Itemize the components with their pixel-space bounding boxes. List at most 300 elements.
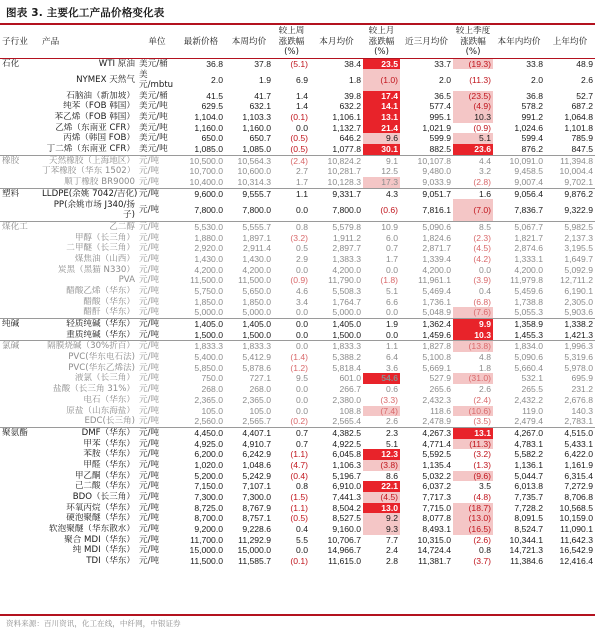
cell-week-change: (1.1)	[290, 449, 308, 460]
table-row	[0, 221, 595, 232]
cell-prev-year-avg: 9,876.2	[545, 188, 595, 199]
cell-week-change: 5.5	[296, 534, 308, 545]
cell-week-avg: 10,564.3	[225, 155, 273, 166]
cell-month-avg: 108.8	[339, 405, 361, 416]
cell-ytd-avg: 7,728.2	[514, 502, 543, 513]
cell-product: 煤焦油（山西）	[74, 253, 135, 264]
cell-prev-year-avg: 4,515.0	[545, 427, 595, 438]
cell-unit: 元/吨	[139, 502, 160, 513]
cell-subsector	[0, 133, 40, 144]
cell-prev-year-avg: 6,422.0	[564, 449, 593, 460]
cell-month-avg: 1,405.0	[310, 319, 363, 330]
cell-month-avg: 6,910.0	[332, 481, 361, 492]
cell-unit: 元/吨	[137, 427, 177, 438]
cell-month-change: (1.0)	[363, 69, 400, 90]
cell-product: 原盐（山东海盐）	[66, 405, 135, 416]
cell-month-avg: 4,922.5	[332, 438, 361, 449]
table-row	[0, 254, 595, 265]
cell-3month-avg: 527.9	[429, 373, 451, 384]
cell-week-avg: 1,833.3	[225, 341, 273, 352]
cell-week-avg: 41.7	[254, 90, 271, 101]
cell-product: DMF（华东）	[40, 427, 137, 438]
header-month-change: 较上月涨跌幅(%)	[363, 26, 400, 58]
cell-ytd-avg: 9,458.5	[514, 166, 543, 177]
cell-week-change: 1.1	[273, 188, 310, 199]
cell-month-avg: 2,380.0	[332, 394, 361, 405]
cell-latest-price: 10,400.0	[189, 177, 223, 188]
cell-subsector	[0, 69, 40, 90]
cell-prev-year-avg: 7,272.9	[564, 481, 593, 492]
cell-week-avg: 37.8	[254, 58, 271, 69]
cell-product: 顺丁橡胶 BR9000	[64, 177, 135, 188]
cell-latest-price: 2.0	[211, 74, 223, 85]
cell-month-change: 9.3	[363, 524, 400, 535]
table-body	[0, 58, 595, 567]
cell-prev-year-avg: 11,642.3	[560, 534, 593, 545]
cell-unit: 元/吨	[137, 341, 177, 352]
cell-month-avg: 266.7	[339, 384, 361, 395]
cell-quarter-change: (2.3)	[473, 232, 491, 243]
cell-week-change: (5.1)	[290, 58, 308, 69]
cell-week-change: 1.7	[296, 177, 308, 188]
cell-3month-avg: 10,107.8	[400, 155, 453, 166]
cell-3month-avg: 1,736.1	[422, 296, 451, 307]
cell-week-change: (0.5)	[290, 144, 308, 155]
cell-3month-avg: 7,715.0	[422, 502, 451, 513]
header-subsector: 子行业	[0, 26, 40, 58]
cell-prev-year-avg: 11,090.1	[560, 524, 593, 535]
cell-month-avg: 8,527.5	[332, 513, 361, 524]
cell-week-avg: 1,850.0	[242, 296, 271, 307]
cell-ytd-avg: 9,056.4	[493, 188, 545, 199]
cell-subsector	[0, 439, 40, 450]
cell-subsector	[0, 275, 40, 286]
cell-prev-year-avg: 2,305.0	[564, 296, 593, 307]
cell-month-avg: 1,383.3	[332, 253, 361, 264]
cell-subsector	[0, 524, 40, 535]
cell-prev-year-avg: 1,338.2	[545, 319, 595, 330]
cell-prev-year-avg: 2,783.1	[564, 416, 593, 427]
table-row	[0, 416, 595, 427]
cell-product: 聚合 MDI（华东）	[64, 534, 135, 545]
cell-prev-year-avg: 695.9	[571, 373, 593, 384]
cell-prev-year-avg: 140.3	[571, 405, 593, 416]
cell-unit: 美元/吨	[139, 101, 168, 112]
cell-month-change: 14.1	[363, 101, 400, 112]
header-week-change: 较上周涨跌幅(%)	[273, 26, 310, 58]
cell-latest-price: 1,430.0	[194, 253, 223, 264]
cell-month-change: 0.0	[386, 329, 398, 340]
cell-subsector	[0, 166, 40, 177]
cell-quarter-change: 2.6	[479, 384, 491, 395]
cell-month-avg: 2,565.4	[332, 416, 361, 427]
cell-product: EDC(长三角)	[84, 416, 135, 427]
cell-week-change: 0.8	[296, 481, 308, 492]
cell-subsector	[0, 556, 40, 567]
cell-unit: 元/吨	[139, 384, 160, 395]
cell-unit: 元/吨	[137, 155, 177, 166]
cell-quarter-change: (13.0)	[453, 513, 493, 524]
cell-month-avg: 1,077.8	[332, 144, 361, 155]
cell-ytd-avg: 4,200.0	[514, 264, 543, 275]
cell-ytd-avg: 1,738.8	[514, 296, 543, 307]
cell-product: PP(余姚市场 J340/扬子)	[53, 199, 135, 221]
cell-subsector	[0, 297, 40, 308]
cell-latest-price: 1,085.0	[194, 144, 223, 155]
cell-month-change: 9.2	[363, 513, 400, 524]
cell-product: TDI（华东）	[86, 556, 135, 567]
table-row	[0, 352, 595, 363]
cell-3month-avg: 8,493.1	[422, 524, 451, 535]
table-row	[0, 177, 595, 188]
table-row	[0, 341, 595, 352]
cell-month-change: 23.5	[363, 58, 400, 69]
cell-prev-year-avg: 1,101.8	[564, 122, 593, 133]
header-latest-price: 最新价格	[177, 26, 225, 58]
cell-product: 纯苯（FOB 韩国）	[63, 101, 135, 112]
cell-3month-avg: 7,717.3	[422, 492, 451, 503]
cell-quarter-change: 4.8	[479, 352, 491, 363]
cell-week-change: 0.0	[273, 341, 310, 352]
cell-3month-avg: 33.7	[434, 58, 451, 69]
cell-month-avg: 5,196.7	[332, 470, 361, 481]
cell-subsector	[0, 123, 40, 134]
cell-week-avg: 2,565.7	[242, 416, 271, 427]
cell-quarter-change: (3.5)	[473, 416, 491, 427]
cell-week-avg: 10,600.0	[237, 166, 271, 177]
cell-month-change: 12.3	[363, 449, 400, 460]
cell-product: 苯乙烯（FOB 韩国）	[54, 111, 135, 122]
cell-latest-price: 105.0	[201, 405, 223, 416]
cell-subsector	[0, 481, 40, 492]
cell-month-change: 4.3	[363, 188, 400, 199]
cell-latest-price: 4,925.0	[194, 438, 223, 449]
table-row	[0, 297, 595, 308]
cell-month-avg: 5,818.4	[332, 362, 361, 373]
cell-month-change: 2.4	[386, 545, 398, 556]
header-prev-year-avg: 上年均价	[545, 26, 595, 58]
cell-product: 乙烯（东南亚 CFR）	[55, 122, 135, 133]
cell-latest-price: 1,880.0	[194, 232, 223, 243]
cell-week-change: 0.8	[273, 221, 310, 232]
cell-month-avg: 1,106.1	[332, 111, 361, 122]
cell-unit: 元/吨	[139, 232, 160, 243]
cell-week-avg: 5,412.9	[242, 352, 271, 363]
cell-quarter-change: (1.3)	[473, 459, 491, 470]
cell-unit: 元/吨	[139, 556, 160, 567]
cell-product: 盐酸（长三角 31%）	[53, 384, 135, 395]
cell-subsector	[0, 330, 40, 341]
table-row	[0, 406, 595, 417]
cell-latest-price: 268.0	[201, 384, 223, 395]
table-row	[0, 556, 595, 567]
table-row	[0, 319, 595, 330]
cell-month-avg: 10,281.7	[327, 166, 361, 177]
table-row	[0, 91, 595, 102]
header-ytd-avg: 本年内均价	[493, 26, 545, 58]
cell-quarter-change: 3.2	[479, 166, 491, 177]
cell-3month-avg: 2,478.9	[422, 416, 451, 427]
cell-3month-avg: 2,432.3	[422, 394, 451, 405]
cell-week-avg: 632.1	[249, 101, 271, 112]
cell-quarter-change: 1.8	[479, 362, 491, 373]
cell-quarter-change: 8.5	[453, 221, 493, 232]
cell-month-avg: 6,045.8	[332, 449, 361, 460]
cell-unit: 元/吨	[139, 459, 160, 470]
cell-product: 软泡聚醚（华东散水）	[49, 524, 135, 535]
cell-ytd-avg: 10,344.1	[509, 534, 543, 545]
cell-product: 纯 MDI（华东）	[72, 545, 135, 556]
cell-3month-avg: 6,037.2	[422, 481, 451, 492]
cell-month-avg: 39.8	[344, 90, 361, 101]
cell-latest-price: 5,850.0	[194, 362, 223, 373]
cell-week-avg: 1,160.0	[242, 122, 271, 133]
cell-3month-avg: 36.5	[434, 90, 451, 101]
table-row	[0, 233, 595, 244]
cell-ytd-avg: 5,459.6	[514, 285, 543, 296]
cell-week-change: 0.0	[273, 319, 310, 330]
cell-product: 环氧丙烷（华东）	[66, 502, 135, 513]
cell-month-change: 6.4	[386, 352, 398, 363]
cell-ytd-avg: 1,455.3	[514, 329, 543, 340]
cell-subsector	[0, 91, 40, 102]
cell-prev-year-avg: 2,137.3	[564, 232, 593, 243]
cell-month-change: 9.6	[363, 133, 400, 144]
cell-3month-avg: 118.6	[430, 405, 451, 416]
cell-week-change: (1.4)	[290, 352, 308, 363]
cell-week-avg: 1,405.0	[225, 319, 273, 330]
cell-month-change: 10.9	[363, 221, 400, 232]
cell-week-change: (0.9)	[290, 275, 308, 286]
cell-month-change: 2.6	[386, 416, 398, 427]
cell-subsector	[0, 471, 40, 482]
cell-ytd-avg: 9,007.4	[514, 177, 543, 188]
table-row	[0, 133, 595, 144]
cell-prev-year-avg: 11,394.8	[545, 155, 595, 166]
table-row	[0, 188, 595, 199]
cell-prev-year-avg: 8,706.8	[564, 492, 593, 503]
cell-month-avg: 5,388.2	[332, 352, 361, 363]
cell-latest-price: 5,200.0	[194, 470, 223, 481]
cell-product: 二甲醚（长三角）	[66, 243, 135, 254]
cell-latest-price: 1,405.0	[177, 319, 225, 330]
cell-3month-avg: 5,669.1	[422, 362, 451, 373]
cell-month-change: (3.3)	[380, 394, 398, 405]
cell-month-avg: 1,764.7	[332, 296, 361, 307]
cell-month-avg: 2,897.7	[332, 243, 361, 254]
cell-ytd-avg: 2,479.4	[514, 416, 543, 427]
bottom-rule	[0, 614, 595, 616]
cell-unit: 元/吨	[139, 177, 160, 188]
cell-ytd-avg: 599.4	[521, 133, 543, 144]
cell-product: 石脑油（新加坡）	[66, 90, 135, 101]
cell-month-change: 13.0	[363, 503, 400, 514]
cell-latest-price: 1,850.0	[194, 296, 223, 307]
cell-subsector	[0, 286, 40, 297]
cell-latest-price: 15,000.0	[189, 545, 223, 556]
cell-quarter-change: (4.9)	[453, 101, 493, 112]
cell-ytd-avg: 1,834.0	[493, 341, 545, 352]
cell-subsector	[0, 545, 40, 556]
cell-3month-avg: 265.6	[429, 384, 451, 395]
cell-week-change: 4.6	[296, 285, 308, 296]
cell-quarter-change: 1.6	[453, 188, 493, 199]
cell-ytd-avg: 5,055.3	[514, 307, 543, 318]
cell-quarter-change: (9.6)	[453, 471, 493, 482]
cell-product: 电石（华东）	[83, 394, 135, 405]
cell-quarter-change: (7.6)	[453, 307, 493, 318]
cell-ytd-avg: 1,333.1	[514, 253, 543, 264]
cell-latest-price: 1,833.3	[177, 341, 225, 352]
cell-3month-avg: 9,480.0	[422, 166, 451, 177]
cell-product: 甲乙酮（华东）	[74, 470, 135, 481]
cell-unit: 元/吨	[139, 362, 160, 373]
cell-subsector	[0, 243, 40, 254]
table-row	[0, 265, 595, 276]
cell-prev-year-avg: 1,996.3	[545, 341, 595, 352]
cell-product: 己二酸（华东）	[74, 481, 135, 492]
table-row	[0, 481, 595, 492]
cell-quarter-change: (23.5)	[453, 91, 493, 102]
cell-product: 苯胺（华东）	[83, 449, 135, 460]
cell-quarter-change: 0.4	[479, 285, 491, 296]
cell-month-avg: 5,579.8	[310, 221, 363, 232]
cell-latest-price: 2,920.0	[194, 243, 223, 254]
cell-ytd-avg: 33.8	[526, 58, 543, 69]
cell-3month-avg: 1,459.6	[422, 329, 451, 340]
cell-month-change: 0.6	[386, 384, 398, 395]
table-title: 图表 3. 主要化工产品价格变化表	[6, 7, 165, 19]
table-row	[0, 144, 595, 155]
cell-subsector	[0, 112, 40, 123]
cell-week-avg: 727.1	[249, 373, 271, 384]
cell-month-change: 0.7	[386, 243, 398, 254]
cell-week-change: (0.1)	[290, 111, 308, 122]
cell-subsector	[0, 144, 40, 155]
cell-quarter-change: (19.3)	[453, 58, 493, 69]
cell-3month-avg: 5,032.2	[422, 470, 451, 481]
table-row	[0, 199, 595, 221]
cell-month-avg: 9,160.0	[332, 524, 361, 535]
cell-3month-avg: 14,724.4	[417, 545, 451, 556]
header-3month-avg: 近三月均价	[400, 26, 453, 58]
cell-unit: 元/吨	[139, 253, 160, 264]
table-row	[0, 101, 595, 112]
cell-unit: 美元/mbtu	[139, 69, 174, 90]
cell-quarter-change: (3.2)	[473, 449, 491, 460]
cell-week-avg: 2,365.0	[242, 394, 271, 405]
cell-week-change: 0.0	[296, 264, 308, 275]
cell-unit: 元/吨	[139, 438, 160, 449]
cell-quarter-change: (10.6)	[453, 406, 493, 417]
cell-ytd-avg: 8,524.7	[514, 524, 543, 535]
cell-latest-price: 7,300.0	[194, 492, 223, 503]
cell-latest-price: 650.0	[201, 133, 223, 144]
cell-week-avg: 5,878.6	[242, 362, 271, 373]
cell-quarter-change: (13.8)	[453, 341, 493, 352]
cell-week-change: (0.5)	[290, 133, 308, 144]
cell-3month-avg: 11,381.7	[418, 556, 451, 567]
cell-month-change: 9.1	[363, 155, 400, 166]
cell-unit: 元/吨	[137, 319, 177, 330]
cell-product: 醋酐（华东）	[83, 307, 135, 318]
cell-3month-avg: 7,816.1	[422, 205, 451, 215]
cell-latest-price: 36.8	[206, 58, 223, 69]
cell-subsector	[0, 535, 40, 546]
cell-product: 丙烯（韩国 FOB）	[63, 133, 135, 144]
table-row	[0, 545, 595, 556]
cell-3month-avg: 995.1	[429, 111, 451, 122]
cell-latest-price: 5,750.0	[194, 285, 223, 296]
cell-week-change: 0.0	[296, 384, 308, 395]
cell-week-change: (4.7)	[290, 459, 308, 470]
cell-month-avg: 4,200.0	[332, 264, 361, 275]
cell-latest-price: 1,500.0	[194, 329, 223, 340]
cell-month-change: 2.3	[363, 427, 400, 438]
cell-prev-year-avg: 5,433.1	[564, 438, 593, 449]
cell-product: 醋酸（华东）	[83, 296, 135, 307]
cell-ytd-avg: 2,432.2	[514, 394, 543, 405]
cell-week-change: (0.5)	[290, 513, 308, 524]
cell-subsector	[0, 373, 40, 384]
cell-unit: 元/吨	[139, 243, 160, 254]
cell-3month-avg: 5,100.8	[422, 352, 451, 363]
cell-week-avg: 105.0	[249, 405, 271, 416]
cell-prev-year-avg: 687.2	[571, 101, 593, 112]
cell-week-change: (0.4)	[290, 470, 308, 481]
cell-month-avg: 11,615.0	[328, 556, 361, 567]
cell-week-change: (0.1)	[290, 556, 308, 567]
cell-unit: 元/吨	[139, 394, 160, 405]
cell-unit: 元/吨	[139, 373, 160, 384]
cell-product: 天然橡胶（上海地区）	[40, 155, 137, 166]
cell-unit: 元/吨	[137, 188, 177, 199]
cell-prev-year-avg: 6,190.1	[564, 285, 593, 296]
cell-3month-avg: 2,871.7	[422, 243, 451, 254]
cell-quarter-change: (2.4)	[473, 394, 491, 405]
table-row	[0, 243, 595, 254]
cell-subsector: 聚氨酯	[0, 427, 40, 438]
cell-3month-avg: 5,592.5	[422, 449, 451, 460]
cell-quarter-change: (2.8)	[473, 177, 491, 188]
header-quarter-change: 较上季度涨跌幅(%)	[453, 26, 493, 58]
cell-subsector: 纯碱	[0, 319, 40, 330]
cell-week-avg: 15,000.0	[237, 545, 271, 556]
cell-subsector: 石化	[2, 58, 20, 69]
cell-week-avg: 7,107.1	[242, 481, 271, 492]
cell-month-change: 12.5	[381, 166, 398, 177]
cell-subsector	[0, 177, 40, 188]
cell-prev-year-avg: 847.5	[571, 144, 593, 155]
cell-ytd-avg: 4,267.0	[493, 427, 545, 438]
cell-latest-price: 8,725.0	[194, 502, 223, 513]
cell-subsector	[0, 233, 40, 244]
table-row	[0, 503, 595, 514]
cell-month-change: 0.0	[386, 264, 398, 275]
cell-quarter-change: (18.7)	[453, 503, 493, 514]
cell-3month-avg: 2.0	[439, 74, 451, 85]
cell-unit: 元/吨	[139, 285, 160, 296]
cell-unit: 元/吨	[139, 205, 160, 215]
cell-prev-year-avg: 52.7	[576, 90, 593, 101]
header-row	[0, 26, 595, 58]
cell-week-avg: 7,800.0	[242, 205, 271, 215]
cell-3month-avg: 11,961.1	[418, 275, 451, 286]
cell-3month-avg: 8,077.8	[422, 513, 451, 524]
cell-latest-price: 750.0	[201, 373, 223, 384]
cell-quarter-change: 9.9	[453, 319, 493, 330]
cell-prev-year-avg: 12,711.2	[560, 275, 593, 286]
